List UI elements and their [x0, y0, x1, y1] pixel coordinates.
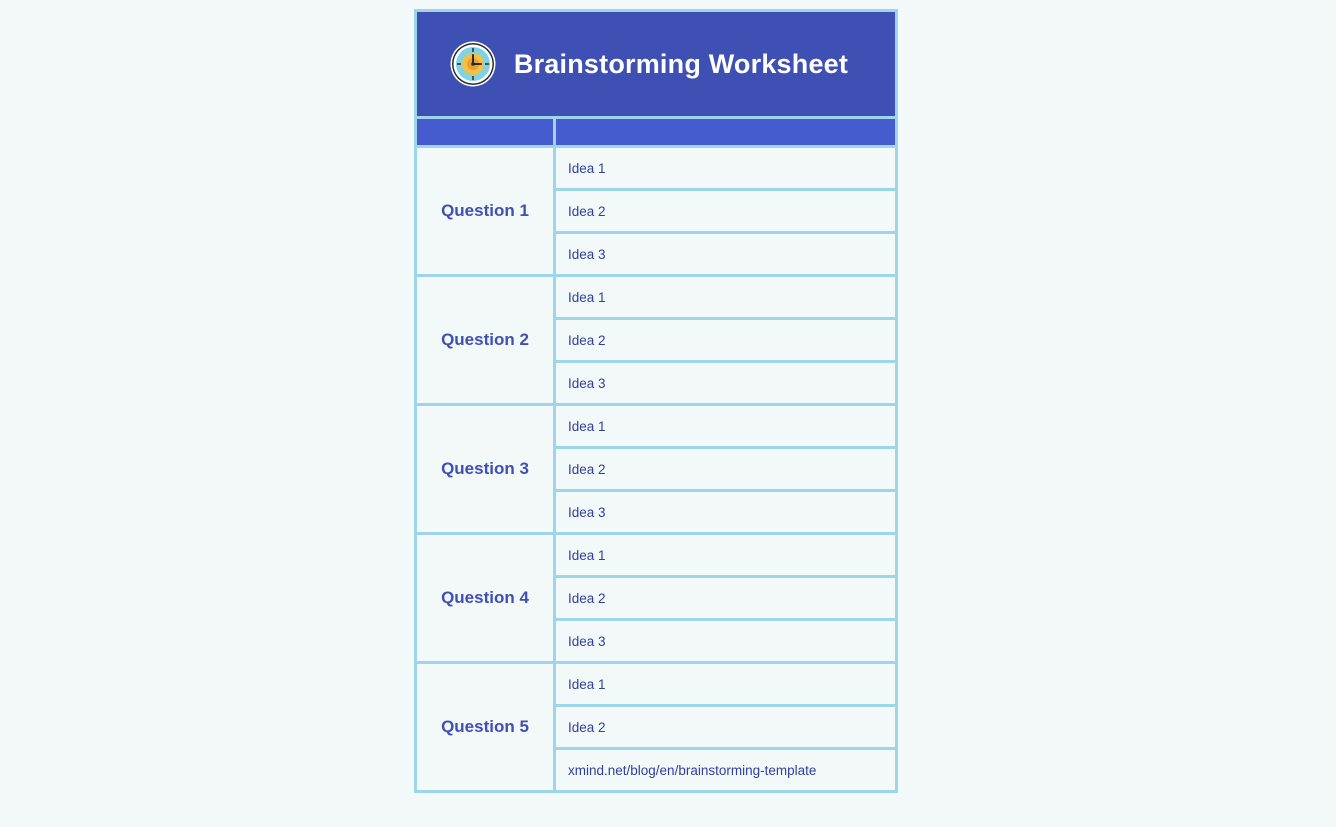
idea-list — [556, 277, 895, 403]
question-groups — [417, 148, 895, 793]
idea-cell[interactable]: Idea 1 — [556, 664, 895, 707]
idea-cell[interactable]: Idea 3 — [568, 633, 606, 649]
idea-list — [556, 406, 895, 532]
idea-cell[interactable]: Idea 2 — [556, 191, 895, 234]
question-label: Question 5 — [417, 664, 556, 790]
idea-cell[interactable]: Idea 3 — [568, 504, 606, 520]
page-title: Brainstorming Worksheet — [513, 48, 849, 79]
idea-cell[interactable]: Idea 2 — [556, 707, 895, 750]
column-header-ideas — [556, 119, 895, 145]
idea-list — [556, 148, 895, 274]
worksheet-header — [417, 12, 895, 119]
question-group — [417, 535, 895, 664]
question-group — [417, 406, 895, 535]
idea-cell[interactable]: Idea 2 — [556, 449, 895, 492]
idea-cell[interactable]: Idea 1 — [556, 406, 895, 449]
column-header-row — [417, 119, 895, 148]
question-label: Question 2 — [417, 277, 556, 403]
question-group — [417, 277, 895, 406]
question-label: Question 1 — [417, 148, 556, 274]
idea-list — [556, 664, 895, 790]
idea-cell[interactable]: Idea 2 — [556, 578, 895, 621]
idea-cell[interactable]: Idea 2 — [556, 320, 895, 363]
idea-cell[interactable]: Idea 3 — [568, 246, 606, 262]
question-label: Question 3 — [417, 406, 556, 532]
idea-list — [556, 535, 895, 661]
idea-cell[interactable]: Idea 1 — [556, 535, 895, 578]
clock-icon — [450, 41, 496, 87]
worksheet — [414, 9, 898, 793]
question-label: Question 4 — [417, 535, 556, 661]
idea-cell[interactable]: Idea 1 — [556, 277, 895, 320]
idea-cell[interactable]: xmind.net/blog/en/brainstorming-template — [568, 762, 817, 778]
idea-cell[interactable]: Idea 3 — [568, 375, 606, 391]
question-group — [417, 148, 895, 277]
column-header-question — [417, 119, 556, 145]
question-group — [417, 664, 895, 793]
idea-cell[interactable]: Idea 1 — [556, 148, 895, 191]
